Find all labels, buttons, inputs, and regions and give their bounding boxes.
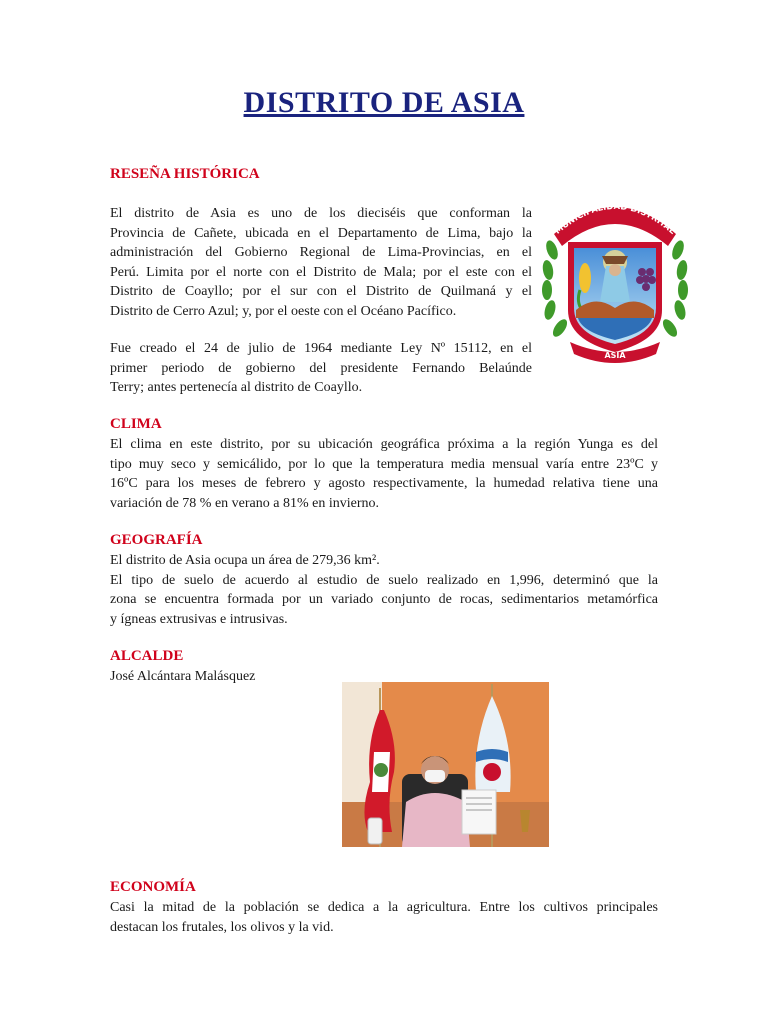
text-line: 16ºC para los meses de febrero y agosto respectivamente, la humedad relativa tiene una [110,476,658,491]
text-line: variación de 78 % en verano a 81% en invierno. [110,495,380,511]
heading-geografia: GEOGRAFÍA [110,532,203,548]
text-line: Distrito de Coayllo; por el sur con el Distrito de Quilmaná y el [110,284,532,299]
text-line: El distrito de Asia ocupa un área de 279,36 km². [110,553,380,568]
economia-paragraph [110,898,658,937]
text-line: El distrito de Asia es uno de los dieciséis que conforman la [110,206,532,221]
crest-bottom-text: ASIA [604,351,626,360]
text-line: y ígneas extrusivas e intrusivas. [110,611,288,627]
municipal-crest-logo [540,190,690,370]
crest-top-text: MUNICIPALIDAD DISTRITAL [553,201,677,237]
heading-economia: ECONOMÍA [110,879,196,895]
geografia-paragraph [110,551,658,629]
mayor-photo [342,682,549,847]
text-line: Perú. Limita por el norte con el Distrito de Mala; por el este con el [110,264,532,280]
text-line: El tipo de suelo de acuerdo al estudio de suelo realizado en 1,996, determinó que la [110,572,658,588]
heading-resena: RESEÑA HISTÓRICA [110,166,260,182]
text-line: zona se encuentra formada por un variado conjunto de rocas, sedimentarios metamórfica [110,592,658,607]
heading-alcalde: ALCALDE [110,648,184,664]
text-line: Terry; antes pertenecía al distrito de Coayllo. [110,380,363,395]
text-line: Provincia de Cañete, ubicada en el Departamento de Lima, bajo la [110,225,532,241]
text-line: Distrito de Cerro Azul; y, por el oeste con el Océano Pacífico. [110,303,457,319]
text-line: destacan los frutales, los olivos y la vid. [110,919,334,935]
clima-paragraph [110,435,658,513]
text-line: El clima en este distrito, por su ubicación geográfica próxima a la región Yunga es del [110,437,658,452]
resena-paragraph-1 [110,204,532,321]
resena-paragraph-2 [110,339,532,398]
alcalde-name: José Alcántara Malásquez [110,669,256,684]
heading-clima: CLIMA [110,416,162,432]
text-line: tipo muy seco y semicálido, por lo que la temperatura media mensual varía entre 23ºC y [110,456,658,472]
text-line: primer periodo de gobierno del presidente Fernando Belaúnde [110,360,532,376]
text-line: Casi la mitad de la población se dedica a la agricultura. Entre los cultivos principales [110,900,658,915]
text-line: administración del Gobierno Regional de Lima-Provincias, en el [110,245,532,260]
text-line: Fue creado el 24 de julio de 1964 mediante Ley Nº 15112, en el [110,341,532,356]
page-title: DISTRITO DE ASIA [243,86,525,119]
